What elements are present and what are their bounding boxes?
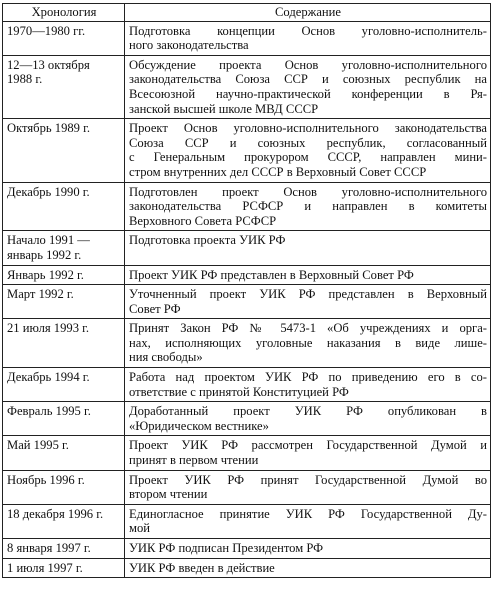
date-cell — [3, 436, 125, 470]
content-line: Всесоюзной научно-практической конференции в Ря- — [129, 86, 487, 101]
date-cell — [3, 470, 125, 504]
date-cell — [3, 55, 125, 118]
content-line: Единогласное принятие УИК РФ Государственной Ду- — [129, 506, 487, 521]
date-line: Февраль 1995 г. — [7, 404, 91, 419]
date-line: Декабрь 1994 г. — [7, 370, 90, 385]
content-cell — [125, 504, 491, 538]
date-cell — [3, 231, 125, 265]
content-cell — [125, 231, 491, 265]
content-cell — [125, 470, 491, 504]
content-line: Союза ССР и союзных республик, согласованный — [129, 135, 487, 150]
date-cell — [3, 402, 125, 436]
date-line: 1970—1980 гг. — [7, 23, 86, 38]
table-row — [3, 402, 491, 436]
date-line: январь 1992 г. — [7, 247, 82, 262]
content-line: нах, исполняющих уголовные наказания в виде лише- — [129, 335, 487, 350]
content-cell — [125, 368, 491, 402]
date-cell — [3, 368, 125, 402]
table-row — [3, 436, 491, 470]
content-cell — [125, 285, 491, 319]
content-line: втором чтении — [129, 487, 208, 502]
content-cell — [125, 55, 491, 118]
content-line: ответствие с принятой Конституцией РФ — [129, 384, 349, 399]
table-row — [3, 558, 491, 578]
date-line: Май 1995 г. — [7, 438, 69, 453]
content-line: УИК РФ подписан Президентом РФ — [129, 541, 324, 555]
content-cell — [125, 182, 491, 231]
table-row — [3, 265, 491, 285]
date-line: Начало 1991 — — [7, 233, 90, 248]
content-line: законодательства Союза ССР и союзных республик на — [129, 72, 487, 87]
content-line: принят в первом чтении — [129, 453, 259, 468]
content-line: законодательства РСФСР и направлен в комитеты — [129, 199, 487, 214]
content-line: Проект УИК РФ представлен в Верховный Совет РФ — [129, 267, 414, 282]
table-row — [3, 504, 491, 538]
table-header-row — [3, 4, 491, 22]
content-line: Доработанный проект УИК РФ опубликован в — [129, 404, 487, 419]
date-cell — [3, 319, 125, 368]
content-line: с Генеральным прокурором СССР, направлен мини- — [129, 150, 487, 165]
table-row — [3, 182, 491, 231]
date-line: 1 июля 1997 г. — [7, 560, 83, 575]
content-line: УИК РФ введен в действие — [129, 560, 275, 575]
content-cell — [125, 558, 491, 578]
content-line: «Юридическом вестнике» — [129, 418, 269, 433]
content-line: Проект УИК РФ принят Государственной Думой во — [129, 472, 487, 487]
content-line: Проект УИК РФ рассмотрен Государственной Думой и — [129, 438, 487, 453]
table-row — [3, 231, 491, 265]
chronology-table — [2, 3, 491, 578]
date-line: Январь 1992 г. — [7, 267, 84, 282]
content-cell — [125, 265, 491, 285]
table-row — [3, 470, 491, 504]
content-line: Проект Основ уголовно-исполнительного законодательства — [129, 121, 487, 136]
content-line: ния свободы» — [129, 350, 203, 365]
content-line: ного законодательства — [129, 38, 249, 53]
date-cell — [3, 539, 125, 559]
content-line: Обсуждение проекта Основ уголовно-исполнительного — [129, 57, 487, 72]
date-cell — [3, 265, 125, 285]
date-line: Декабрь 1990 г. — [7, 184, 90, 199]
content-line: Верховного Совета РСФСР — [129, 213, 277, 228]
date-cell — [3, 21, 125, 55]
date-line: 8 января 1997 г. — [7, 541, 91, 555]
content-line: Подготовка проекта УИК РФ — [129, 233, 286, 248]
content-line: Уточненный проект УИК РФ представлен в Верховный — [129, 287, 487, 302]
content-cell — [125, 436, 491, 470]
table-row — [3, 319, 491, 368]
table-row — [3, 21, 491, 55]
date-line: Март 1992 г. — [7, 287, 74, 302]
table-body — [3, 21, 491, 578]
content-line: занской высшей школе МВД СССР — [129, 101, 319, 116]
content-cell — [125, 21, 491, 55]
table-row — [3, 285, 491, 319]
date-cell — [3, 285, 125, 319]
header-content: Содержание — [125, 4, 491, 22]
content-line: мой — [129, 521, 151, 536]
date-line: Ноябрь 1996 г. — [7, 472, 85, 487]
content-cell — [125, 319, 491, 368]
content-cell — [125, 119, 491, 182]
date-line: 18 декабря 1996 г. — [7, 506, 104, 521]
content-line: Подготовлен проект Основ уголовно-исполнительного — [129, 184, 487, 199]
content-cell — [125, 539, 491, 559]
header-chronology: Хронология — [3, 4, 125, 22]
date-cell — [3, 182, 125, 231]
date-line: 21 июля 1993 г. — [7, 321, 90, 336]
date-line: Октябрь 1989 г. — [7, 121, 91, 136]
table-row — [3, 55, 491, 118]
content-line: Совет РФ — [129, 301, 181, 316]
table-row — [3, 368, 491, 402]
content-line: Работа над проектом УИК РФ по приведению его в со- — [129, 370, 487, 385]
content-line: Принят Закон РФ № 5473-1 «Об учреждениях и орга- — [129, 321, 487, 336]
date-cell — [3, 119, 125, 182]
content-cell — [125, 402, 491, 436]
table-row — [3, 539, 491, 559]
date-line: 12—13 октября — [7, 57, 90, 72]
date-line: 1988 г. — [7, 72, 43, 87]
table-row — [3, 119, 491, 182]
content-line: стром внутренних дел СССР в Верховный Совет СССР — [129, 164, 427, 179]
date-cell — [3, 504, 125, 538]
date-cell — [3, 558, 125, 578]
content-line: Подготовка концепции Основ уголовно-исполнитель- — [129, 23, 487, 38]
